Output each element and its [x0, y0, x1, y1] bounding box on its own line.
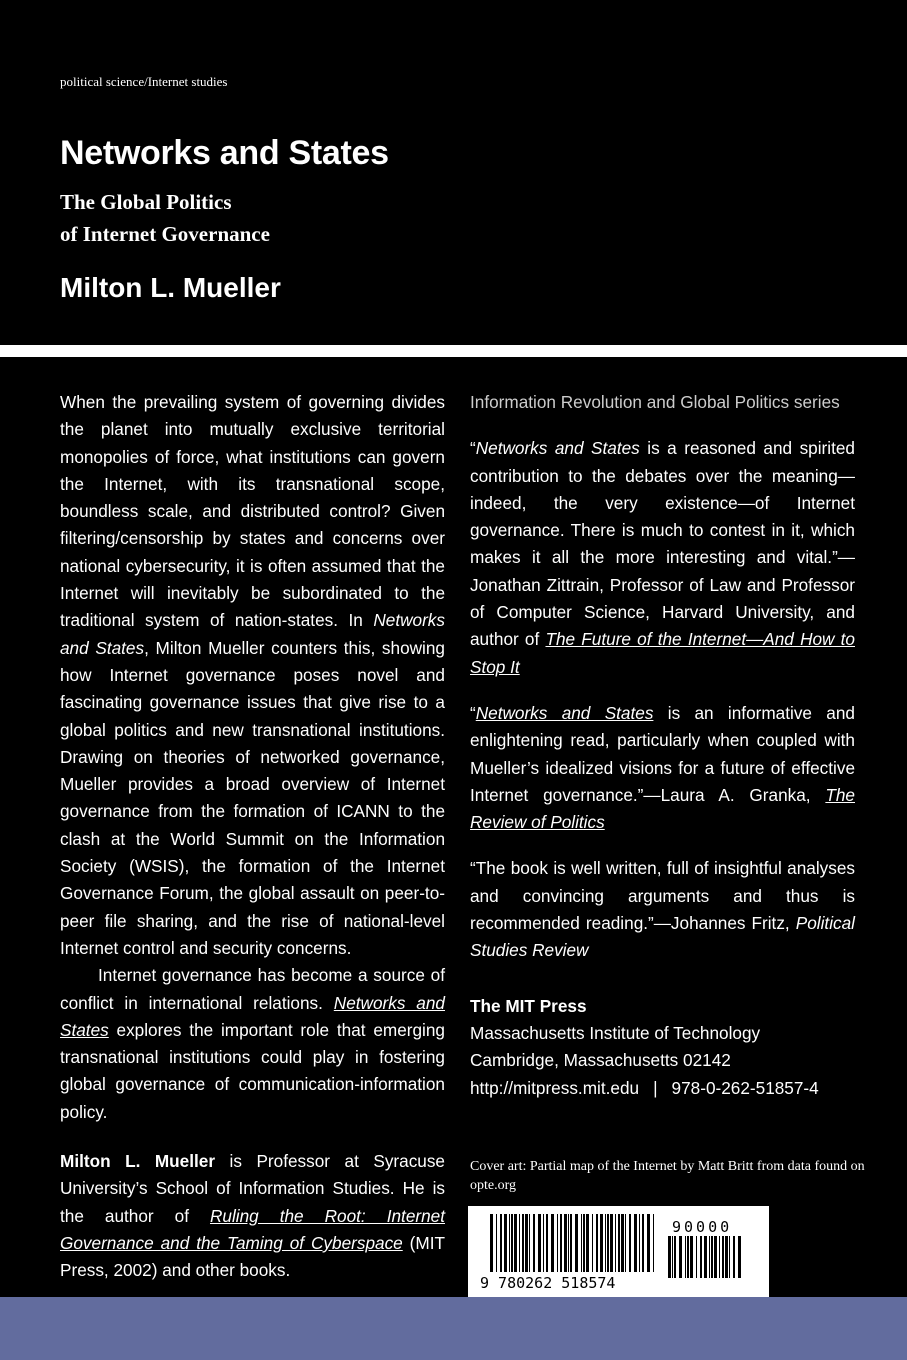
quote-title-ref: Networks and States [475, 702, 654, 723]
book-title: Networks and States [60, 134, 389, 172]
category-label: political science/Internet studies [60, 74, 228, 89]
publisher-name: The MIT Press [470, 995, 587, 1016]
publisher-block [470, 993, 855, 1102]
quote-source: The Future of the Internet—And How to Stop It [470, 629, 855, 677]
barcode-digits: 9 780262 518574 [480, 1274, 616, 1292]
endorsement-quote-3: “The book is well written, full of insightful analyses and convincing arguments and thus is recommended reading.”—Johannes Fritz, Political Studies Review [470, 858, 855, 961]
description-column [60, 389, 445, 1285]
barcode-main-bars [490, 1214, 654, 1272]
book-subtitle [60, 186, 270, 250]
description-paragraph-2: Internet governance has become a source of conflict in international relations. Networks and States explores the important role that emerging transnational institutions could play in fostering global governance of communication-information policy. [60, 965, 445, 1122]
isbn-barcode [468, 1206, 769, 1297]
barcode-addon-bars [668, 1236, 741, 1278]
barcode-addon-digits: 90000 [672, 1218, 733, 1236]
quote-source: Political Studies Review [470, 913, 855, 961]
endorsements-column [470, 389, 855, 1102]
cover-art-credit: Cover art: Partial map of the Internet by Matt Britt from data found on opte.org [470, 1159, 865, 1193]
endorsement-quote-1: “Networks and States is a reasoned and spirited contribution to the debates over the meaning—indeed, the very existence—of Internet governance. There is much to contest in it, which makes it all the more interesting and vital.”—Jonathan Zittrain, Professor of Law and Professor of Computer Science, Harvard University, and author of The Future of the Internet—And How to Stop It [470, 438, 855, 677]
bottom-color-band [0, 1297, 907, 1360]
subtitle-line-2: of Internet Governance [60, 222, 270, 246]
quote-title-ref: Networks and States [475, 438, 640, 459]
publisher-url-isbn [470, 1075, 855, 1102]
bio-book-title: Ruling the Root: Internet Governance and the Taming of Cyberspace [60, 1205, 445, 1253]
publisher-url: http://mitpress.mit.edu [470, 1077, 640, 1098]
isbn: 978-0-262-51857-4 [671, 1077, 819, 1098]
bio-name: Milton L. Mueller [60, 1151, 216, 1172]
separator: | [653, 1077, 658, 1098]
book-title-ref: Networks and States [60, 992, 445, 1040]
publisher-address-line-1: Massachusetts Institute of Technology [470, 1022, 761, 1043]
quote-source: The Review of Politics [470, 784, 855, 833]
author-name: Milton L. Mueller [60, 272, 281, 303]
book-title-ref: Networks and States [60, 610, 445, 658]
series-name: Information Revolution and Global Politics series [470, 392, 840, 412]
description-paragraph-1: When the prevailing system of governing divides the planet into mutually exclusive territorial monopolies of force, what institutions can govern the Internet, with its transnational scope, boundless scale, and distributed control? Given filtering/censorship by states and concerns over national cybersecurity, it is often assumed that the Internet will inevitably be subordinated to the traditional system of nation-states. In Networks and States, Milton Mueller counters this, showing how Internet governance poses novel and fascinating governance issues that give rise to a global politics and new transnational institutions. Drawing on theories of networked governance, Mueller provides a broad overview of Internet governance from the formation of ICANN to the clash at the World Summit on the Information Society (WSIS), the formation of the Internet Governance Forum, the global assault on peer-to-peer file sharing, and the rise of national-level Internet control and security concerns. [60, 392, 445, 958]
subtitle-line-1: The Global Politics [60, 190, 232, 214]
white-divider-band [0, 345, 907, 357]
publisher-address-line-2: Cambridge, Massachusetts 02142 [470, 1050, 731, 1071]
author-bio: Milton L. Mueller is Professor at Syracuse University’s School of Information Studies. He is the author of Ruling the Root: Internet Governance and the Taming of Cyberspace (MIT Press, 2002) and other books. [60, 1151, 445, 1281]
endorsement-quote-2: “Networks and States is an informative and enlightening read, particularly when coupled with Mueller’s idealized visions for a future of effective Internet governance.”—Laura A. Granka, The Review of Politics [470, 702, 855, 833]
